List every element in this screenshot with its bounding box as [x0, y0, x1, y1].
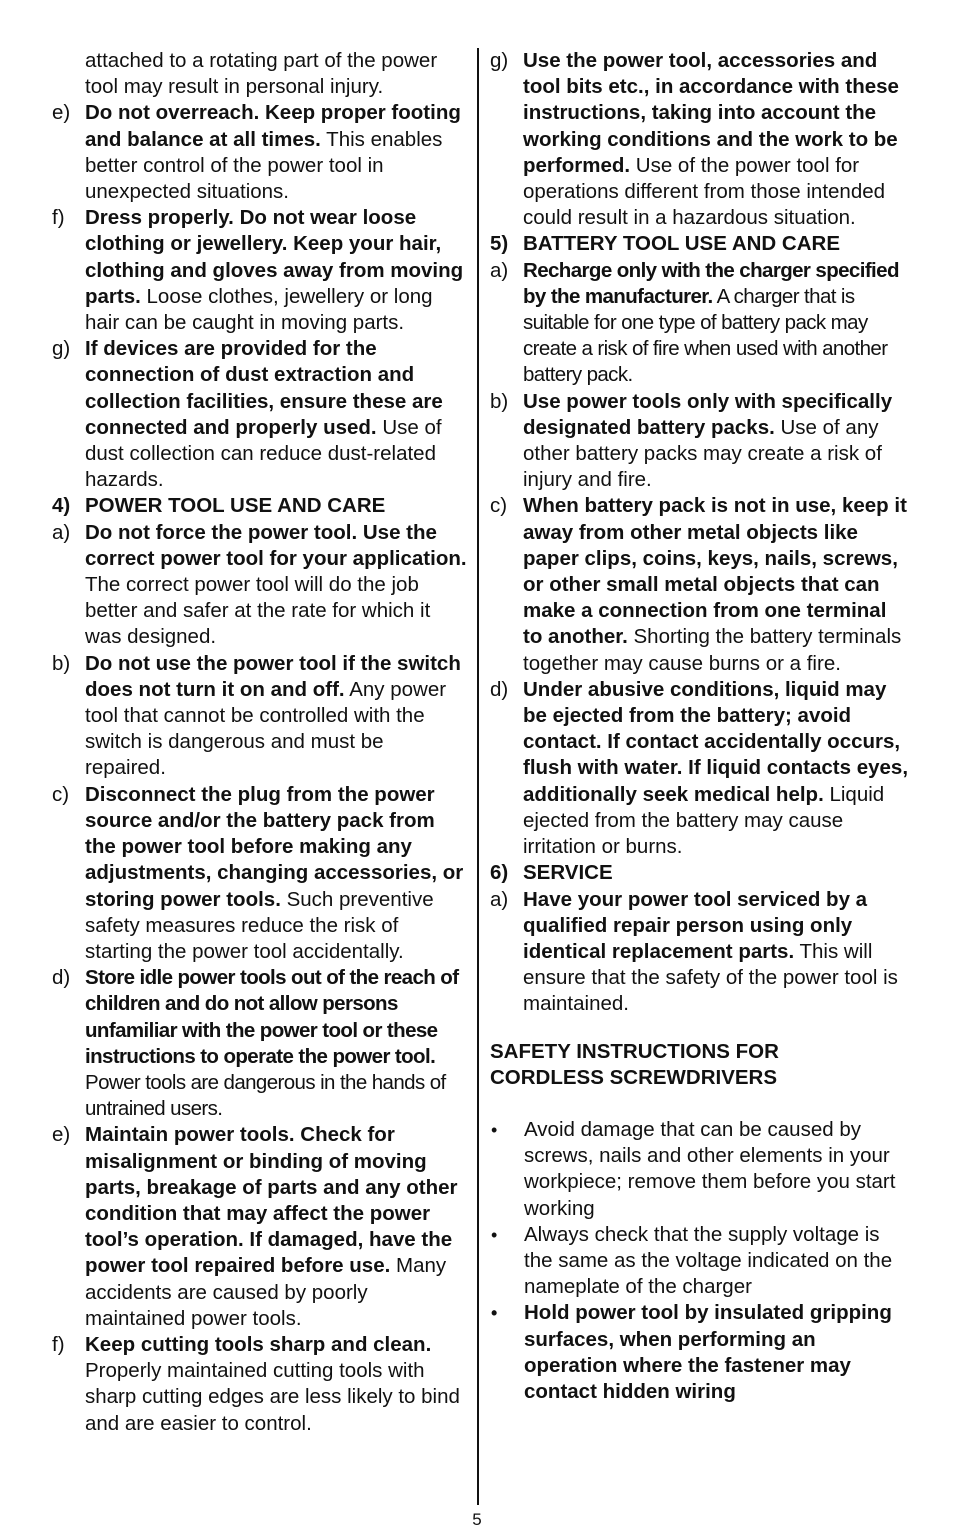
list-item: e) Do not overreach. Keep proper footing and balance at all times. This enables better control of the power tool in unexpected situations. — [52, 101, 461, 204]
left-column — [52, 48, 468, 1437]
section-heading-power-tool-use: 4) POWER TOOL USE AND CARE — [52, 494, 386, 518]
list-item: e) Maintain power tools. Check for misalignment or binding of moving parts, breakage of parts and any other condition that may affect the power tool’s operation. If damaged, have the power tool repaired before use. Many accidents are caused by poorly maintained power tools. — [52, 1123, 458, 1330]
bullet-item: • Always check that the supply voltage is the same as the voltage indicated on the nameplate of the charger — [490, 1222, 910, 1301]
bullet-item: • Hold power tool by insulated gripping surfaces, when performing an operation where the fastener may contact hidden wiring — [490, 1300, 910, 1405]
bullet-icon: • — [491, 1119, 498, 1140]
list-item: b) Do not use the power tool if the switch does not turn it on and off. Any power tool that cannot be controlled with the switch is dangerous and must be repaired. — [52, 651, 461, 780]
list-item: f) Dress properly. Do not wear loose clothing or jewellery. Keep your hair, clothing and gloves away from moving parts. Loose clothes, jewellery or long hair can be caught in moving parts. — [52, 206, 464, 335]
list-item: a) Recharge only with the charger specified by the manufacturer. A charger that is suitable for one type of battery pack may create a risk of fire when used with another battery pack. — [490, 258, 899, 387]
bullet-list — [490, 1117, 910, 1405]
list-item: f) Keep cutting tools sharp and clean. Properly maintained cutting tools with sharp cutting edges are less likely to bind and are easier to control. — [52, 1332, 460, 1435]
section-heading-service: 6) SERVICE — [490, 861, 613, 885]
list-item: c) When battery pack is not in use, keep it away from other metal objects like paper clips, coins, keys, nails, screws, or other small metal objects that can make a connection from one terminal to another. Shorting the battery terminals together may cause burns or a fire. — [490, 494, 907, 675]
list-item: c) Disconnect the plug from the power source and/or the battery pack from the power tool before making any adjustments, changing accessories, or storing power tools. Such preventive safety measures reduce the risk of starting the power tool accidentally. — [52, 782, 464, 963]
list-item: d) Under abusive conditions, liquid may be ejected from the battery; avoid contact. If contact accidentally occurs, flush with water. If liquid contacts eyes, additionally seek medical help. Liquid ejected from the battery may cause irritation or burns. — [490, 677, 909, 859]
page-number: 5 — [472, 1510, 482, 1529]
bullet-icon: • — [491, 1303, 498, 1324]
list-item: a) Do not force the power tool. Use the correct power tool for your application. The correct power tool will do the job better and safer at the rate for which it was designed. — [52, 520, 467, 649]
right-column — [490, 48, 910, 1405]
list-item: d) Store idle power tools out of the reach of children and do not allow persons unfamiliar with the power tool or these instructions to operate the power tool. Power tools are dangerous in the hands of untrained users. — [52, 966, 459, 1121]
column-divider — [477, 48, 479, 1505]
list-item: b) Use power tools only with specifically designated battery packs. Use of any other battery packs may create a risk of injury and fire. — [490, 389, 893, 492]
safety-instructions-title: SAFETY INSTRUCTIONS FOR CORDLESS SCREWDRIVERS — [490, 1039, 779, 1089]
bullet-item: • Avoid damage that can be caused by screws, nails and other elements in your workpiece; remove them before you start working — [490, 1117, 910, 1222]
list-item: g) Use the power tool, accessories and tool bits etc., in accordance with these instructions, taking into account the working conditions and the work to be performed. Use of the power tool for operations different from those intended could result in a hazardous situation. — [490, 49, 899, 230]
section-heading-battery-tool-use: 5) BATTERY TOOL USE AND CARE — [490, 232, 841, 256]
list-item: g) If devices are provided for the connection of dust extraction and collection facilities, ensure these are connected and properly used. Use of dust collection can reduce dust-related hazards. — [52, 337, 443, 492]
list-item: a) Have your power tool serviced by a qualified repair person using only identical replacement parts. This will ensure that the safety of the power tool is maintained. — [490, 887, 898, 1016]
continuation-text: attached to a rotating part of the power tool may result in personal injury. — [85, 49, 438, 99]
bullet-icon: • — [491, 1224, 498, 1245]
